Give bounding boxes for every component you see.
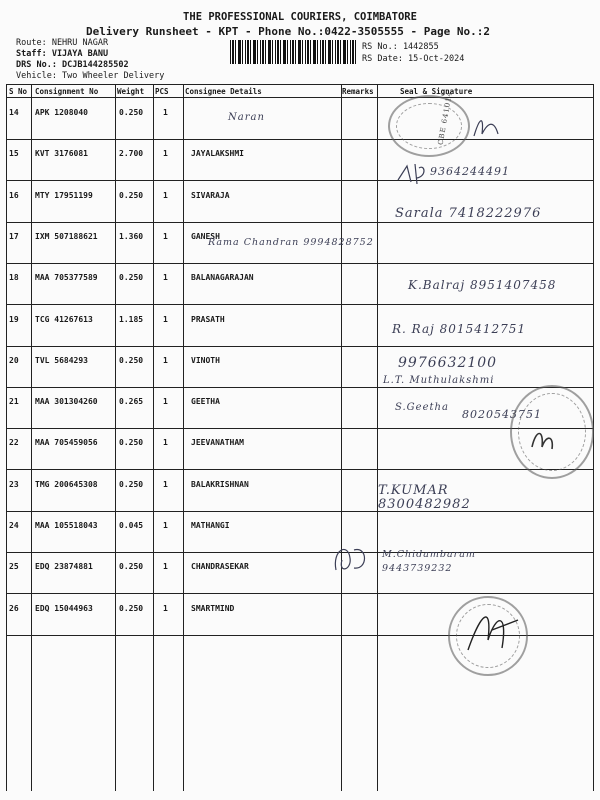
cell-weight: 0.250 xyxy=(119,190,144,200)
cell-pcs: 1 xyxy=(163,149,168,159)
cell-consignee: SMARTMIND xyxy=(191,603,235,613)
col-sno: S No xyxy=(9,87,28,96)
route-label: Route: NEHRU NAGAR xyxy=(16,38,109,48)
cell-pcs: 1 xyxy=(163,438,168,448)
cell-consignment: IXM 507188621 xyxy=(35,231,98,241)
barcode xyxy=(230,40,356,64)
table-row xyxy=(7,428,593,470)
cell-consignee: SIVARAJA xyxy=(191,190,230,200)
cell-consignment: TVL 5684293 xyxy=(35,355,88,365)
cell-consignment: TMG 200645308 xyxy=(35,479,98,489)
cell-consignee: BALANAGARAJAN xyxy=(191,273,254,283)
cell-pcs: 1 xyxy=(163,273,168,283)
hand-row21-name: S.Geetha xyxy=(395,402,449,413)
cell-pcs: 1 xyxy=(163,231,168,241)
cell-sno: 17 xyxy=(9,231,19,241)
cell-pcs: 1 xyxy=(163,355,168,365)
cell-sno: 19 xyxy=(9,314,19,324)
runsheet-subtitle: Delivery Runsheet - KPT - Phone No.:0422-3505555 - Page No.:2 xyxy=(86,25,490,38)
hand-row19: R. Raj 8015412751 xyxy=(392,322,527,336)
cell-sno: 26 xyxy=(9,603,19,613)
cell-weight: 0.250 xyxy=(119,562,144,572)
cell-consignment: TCG 41267613 xyxy=(35,314,93,324)
table-row xyxy=(7,346,593,388)
signature-scribble-row14 xyxy=(470,114,502,144)
cell-consignment: APK 1208040 xyxy=(35,108,88,117)
cell-pcs: 1 xyxy=(163,603,168,613)
hand-row20: 9976632100 xyxy=(398,355,498,371)
cell-sno: 16 xyxy=(9,190,19,200)
cell-pcs: 1 xyxy=(163,190,168,200)
table-header xyxy=(7,85,593,98)
signature-scribble-row22 xyxy=(528,425,558,453)
cell-pcs: 1 xyxy=(163,108,168,117)
cell-sno: 21 xyxy=(9,397,19,407)
cell-consignment: MAA 705459056 xyxy=(35,438,98,448)
cell-sno: 20 xyxy=(9,355,19,365)
company-title: THE PROFESSIONAL COURIERS, COIMBATORE xyxy=(183,11,417,23)
cell-sno: 15 xyxy=(9,149,19,159)
cell-pcs: 1 xyxy=(163,562,168,572)
cell-consignment: MAA 301304260 xyxy=(35,397,98,407)
drs-label: DRS No.: DCJB144285502 xyxy=(16,60,129,70)
cell-consignee: BALAKRISHNAN xyxy=(191,479,249,489)
cell-consignment: EDQ 15044963 xyxy=(35,603,93,613)
stamp-text-top: CBE 641014 xyxy=(436,90,454,146)
cell-consignment: EDQ 23874881 xyxy=(35,562,93,572)
cell-sno: 25 xyxy=(9,562,19,572)
cell-consignment: MAA 105518043 xyxy=(35,521,98,530)
hand-row25: M.Chidambaram 9443739232 xyxy=(382,549,476,574)
cell-consignment: MAA 705377589 xyxy=(35,273,98,283)
cell-sno: 24 xyxy=(9,521,19,530)
rs-date: RS Date: 15-Oct-2024 xyxy=(362,54,465,64)
table-row xyxy=(7,511,593,553)
cell-consignment: MTY 17951199 xyxy=(35,190,93,200)
rs-number: RS No.: 1442855 xyxy=(362,42,439,52)
cell-sno: 18 xyxy=(9,273,19,283)
cell-weight: 0.265 xyxy=(119,397,144,407)
cell-weight: 0.250 xyxy=(119,479,144,489)
cell-consignee: GEETHA xyxy=(191,397,220,407)
cell-weight: 1.185 xyxy=(119,314,144,324)
runsheet-table xyxy=(6,84,594,791)
hand-row18: K.Balraj 8951407458 xyxy=(408,278,557,292)
cell-weight: 2.700 xyxy=(119,149,144,159)
cell-weight: 0.250 xyxy=(119,108,144,117)
cell-pcs: 1 xyxy=(163,314,168,324)
hand-row20-line2: L.T. Muthulakshmi xyxy=(383,375,495,386)
cell-weight: 0.250 xyxy=(119,355,144,365)
hand-row21: 8020543751 xyxy=(462,408,542,421)
cell-sno: 23 xyxy=(9,479,19,489)
vehicle-label: Vehicle: Two Wheeler Delivery xyxy=(16,71,165,81)
col-consignment: Consignment No xyxy=(35,87,99,96)
cell-pcs: 1 xyxy=(163,479,168,489)
cell-consignee: MATHANGI xyxy=(191,521,230,530)
table-row xyxy=(7,98,593,140)
cell-weight: 0.045 xyxy=(119,521,144,530)
signature-scribble-row24 xyxy=(330,540,374,580)
cell-weight: 1.360 xyxy=(119,231,144,241)
cell-pcs: 1 xyxy=(163,397,168,407)
cell-pcs: 1 xyxy=(163,521,168,530)
signature-scribble-row26 xyxy=(462,600,522,660)
hand-row15: 9364244491 xyxy=(430,165,510,178)
cell-consignee: CHANDRASEKAR xyxy=(191,562,249,572)
cell-sno: 14 xyxy=(9,108,19,117)
col-pcs: PCS xyxy=(155,87,169,96)
hand-row23: T.KUMAR 8300482982 xyxy=(378,483,471,512)
hand-row14: Naran xyxy=(228,112,265,123)
cell-consignee: GANESH xyxy=(191,231,220,241)
hand-row16: Sarala 7418222976 xyxy=(395,206,542,221)
cell-consignee: JAYALAKSHMI xyxy=(191,149,244,159)
col-seal-signature: Seal & Signature xyxy=(400,87,473,96)
hand-row17: Rama Chandran 9994828752 xyxy=(208,237,374,248)
cell-sno: 22 xyxy=(9,438,19,448)
col-consignee: Consignee Details xyxy=(185,87,262,96)
cell-weight: 0.250 xyxy=(119,438,144,448)
cell-consignee: JEEVANATHAM xyxy=(191,438,244,448)
signature-scribble-row15 xyxy=(395,160,429,186)
cell-consignee: PRASATH xyxy=(191,314,225,324)
cell-weight: 0.250 xyxy=(119,273,144,283)
col-remarks: Remarks xyxy=(342,87,374,96)
col-weight: Weight xyxy=(117,87,145,96)
table-row xyxy=(7,552,593,594)
cell-consignee: VINOTH xyxy=(191,355,220,365)
cell-weight: 0.250 xyxy=(119,603,144,613)
cell-consignment: KVT 3176081 xyxy=(35,149,88,159)
delivery-stamp-top xyxy=(388,95,470,157)
staff-label: Staff: VIJAYA BANU xyxy=(16,49,109,59)
